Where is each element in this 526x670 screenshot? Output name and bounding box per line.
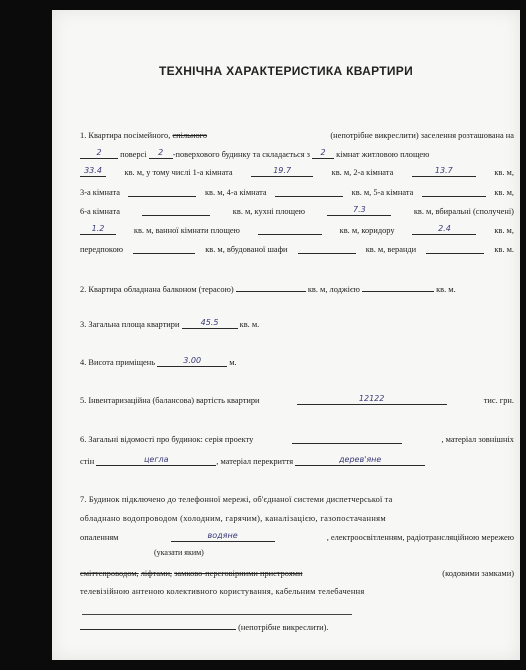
s1-text: (непотрібне викреслити) заселення розташована на [330, 131, 514, 140]
total-area-field [182, 319, 238, 329]
s6-text: стін [80, 457, 95, 466]
total-area-value: 45.5 [200, 318, 219, 327]
room1-field [251, 167, 313, 177]
s4-line [80, 357, 514, 368]
s7-blank-field [80, 620, 236, 630]
s1-text: поверсі [120, 150, 147, 159]
s1-text: кімнат житловою площею [336, 150, 430, 159]
s2-text: кв. м. [436, 285, 456, 294]
document-title: ТЕХНІЧНА ХАРАКТЕРИСТИКА КВАРТИРИ [158, 64, 414, 78]
walls-value: цегла [143, 455, 169, 464]
s1-text: кв. м, 5-а кімната [351, 188, 414, 197]
corridor-field [412, 225, 476, 235]
s5-line [80, 395, 514, 406]
document-sheet [52, 10, 520, 660]
room4-field [275, 187, 343, 197]
s1-line-4 [80, 187, 514, 198]
s7-text: (кодовими замками) [442, 569, 514, 578]
s1-text: кв. м, 2-а кімната [331, 168, 394, 177]
s1-text: 3-а кімната [80, 188, 120, 197]
s1-text: кв. м, у тому числі 1-а кімната [124, 168, 233, 177]
struck-garbage-chute: сміттєпроводом, [80, 569, 139, 578]
s1-text: кв. м, кухні площею [232, 207, 305, 216]
room2-field [412, 167, 476, 177]
s4-text: м. [229, 358, 237, 367]
s5-text: 5. Інвентаризаційна (балансова) вартість квартири [80, 396, 260, 405]
living-area-field [80, 167, 106, 177]
s3-text: кв. м. [239, 320, 260, 329]
floors-total-value: 2 [158, 148, 164, 157]
loggia-field [362, 282, 434, 292]
s1-text: кв. м, [494, 188, 514, 197]
s1-line-5 [80, 206, 514, 217]
s1-line-7 [80, 244, 514, 255]
s1-line-6 [80, 225, 514, 236]
floor-field [80, 149, 118, 159]
s7-line-6 [80, 620, 514, 633]
s7-line-1: 7. Будинок підключено до телефонної мережі, об'єднаної системи диспетчерської та [80, 495, 393, 504]
rooms-field [312, 149, 334, 159]
ceiling-field [295, 456, 425, 466]
s3-line [80, 319, 514, 330]
struck-intercoms: замково-переговірними пристроями [174, 569, 303, 578]
wc-field [80, 225, 116, 235]
s4-text: 4. Висота приміщень [80, 358, 156, 367]
floor-value: 2 [96, 148, 102, 157]
s2-line [80, 282, 514, 295]
heating-field [171, 532, 275, 542]
walls-field [96, 456, 216, 466]
height-field [157, 357, 227, 367]
s6-text: , матеріал зовнішніх [441, 435, 514, 444]
room5-field [422, 187, 486, 197]
s7-line-2: обладнано водопроводом (холодним, гарячим), каналізацією, газопостачанням [80, 514, 387, 523]
s7-text: (непотрібне викреслити). [238, 623, 329, 632]
room1-value: 19.7 [273, 166, 292, 175]
balcony-field [236, 282, 306, 292]
room6-field [142, 206, 210, 216]
inventory-value: 12122 [358, 394, 385, 403]
s6-text: 6. Загальні відомості про будинок: серія проекту [80, 435, 254, 444]
living-area-value: 33.4 [84, 166, 102, 175]
s5-text: тис. грн. [483, 396, 514, 405]
s1-text: кв. м. [494, 245, 514, 254]
s1-struck-word: спільного [172, 131, 208, 140]
s3-text: 3. Загальна площа квартири [80, 320, 180, 329]
s2-text: кв. м, лоджією [307, 285, 360, 294]
s1-text: кв. м, вбиральні (сполучені) [413, 207, 514, 216]
kitchen-field [327, 206, 391, 216]
height-value: 3.00 [183, 356, 202, 365]
struck-elevators: ліфтами, [140, 569, 173, 578]
s7-blank-line [82, 614, 352, 615]
s6-line-1 [80, 434, 514, 445]
s1-text: кв. м, веранди [365, 245, 417, 254]
s7-line-5: телевізійною антеною колективного користування, кабельним телебачення [80, 587, 365, 596]
wc-value: 1.2 [91, 224, 105, 233]
wardrobe-field [298, 244, 356, 254]
s1-text: кв. м, [494, 168, 514, 177]
s2-text: 2. Квартира обладнана балконом (терасою) [80, 285, 234, 294]
value-field [297, 395, 447, 405]
s6-line-2 [80, 456, 514, 467]
room3-field [128, 187, 196, 197]
s1-text: 6-а кімната [80, 207, 120, 216]
project-series-field [292, 434, 402, 444]
s1-text: -поверхового будинку та складається з [172, 150, 310, 159]
s6-text: , матеріал перекриття [216, 457, 294, 466]
hallway-field [133, 244, 195, 254]
room2-value: 13.7 [434, 166, 453, 175]
s1-text: кв. м, [494, 226, 514, 235]
s1-text: 1. Квартира посімейного, [80, 131, 171, 140]
s7-line-4 [80, 568, 514, 579]
bathroom-field [258, 225, 322, 235]
corridor-value: 2.4 [438, 224, 451, 233]
s1-text: кв. м, 4-а кімната [204, 188, 267, 197]
s1-line-3 [80, 167, 514, 178]
floors-total-field [149, 149, 173, 159]
rooms-value: 2 [320, 148, 326, 157]
s1-line-2 [80, 149, 514, 160]
heating-value: водяне [207, 531, 238, 540]
s7-text: опаленням [80, 533, 119, 542]
s1-text: кв. м, вбудованої шафи [205, 245, 288, 254]
s7-line-3 [80, 532, 514, 543]
veranda-field [426, 244, 484, 254]
s1-text: передпокою [80, 245, 124, 254]
kitchen-value: 7.3 [353, 205, 366, 214]
s1-line-1 [80, 130, 514, 141]
ceiling-value: дерев'яне [339, 455, 382, 464]
s1-text: кв. м, коридору [339, 226, 395, 235]
s7-text: , електроосвітленням, радіотрансляційною мережею [326, 533, 514, 542]
s1-text: кв. м, ванної кімнати площею [133, 226, 240, 235]
specify-caption: (указати яким) [154, 548, 204, 557]
